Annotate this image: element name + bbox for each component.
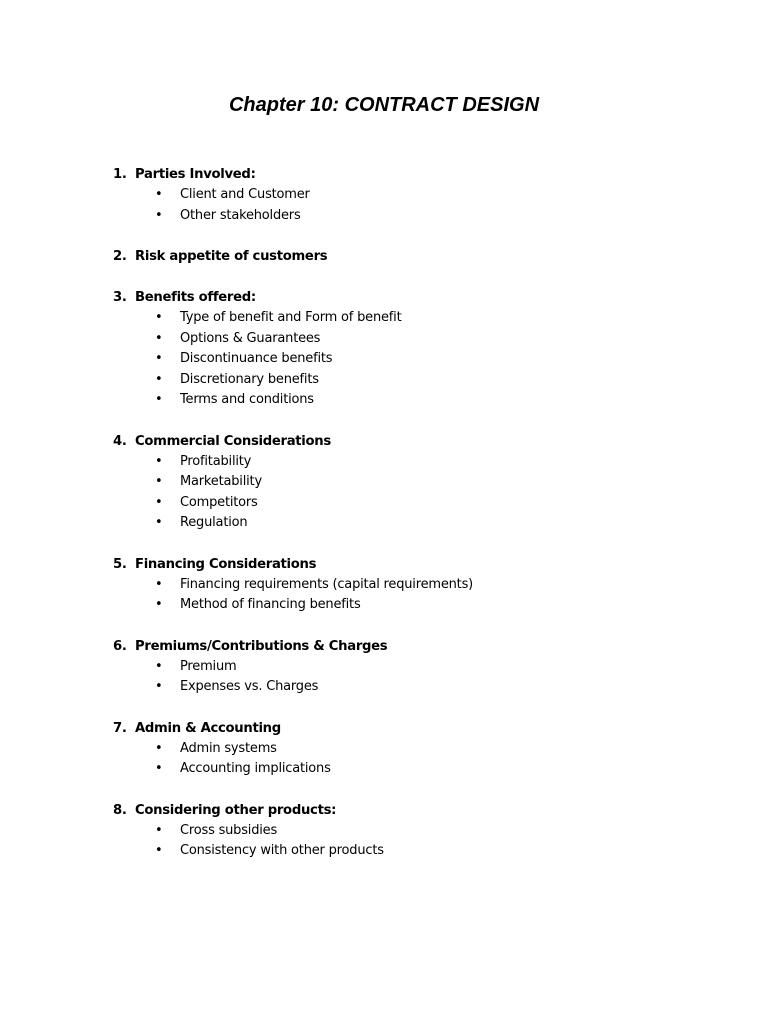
- section-number: 8.: [113, 802, 127, 818]
- page-title: Chapter 10: CONTRACT DESIGN: [228, 94, 540, 116]
- section-label: Benefits offered:: [135, 290, 256, 305]
- section-label: Premiums/Contributions & Charges: [135, 638, 388, 654]
- bullet-icon: •: [155, 494, 163, 510]
- bullet-icon: •: [155, 474, 163, 489]
- section-item: [108, 431, 708, 534]
- bullet-icon: •: [155, 740, 163, 756]
- bullet-text: Premium: [180, 658, 237, 674]
- section-heading: [108, 164, 708, 185]
- section-label: Admin & Accounting: [135, 720, 281, 736]
- bullet-list: [108, 821, 708, 862]
- bullet-text: Terms and conditions: [180, 392, 314, 407]
- bullet-text: Admin systems: [180, 740, 277, 756]
- bullet-item: [108, 308, 708, 329]
- section-number: 4.: [113, 433, 127, 449]
- bullet-icon: •: [155, 597, 163, 612]
- bullet-text: Options & Guarantees: [180, 330, 321, 346]
- bullet-item: [108, 472, 708, 493]
- bullet-icon: •: [155, 453, 163, 469]
- section-label: Commercial Considerations: [135, 433, 331, 449]
- bullet-list: [108, 308, 708, 411]
- section-number: 1.: [113, 167, 127, 182]
- section-label: Risk appetite of customers: [135, 249, 328, 264]
- section-label: Considering other products:: [135, 802, 337, 818]
- section-heading: [108, 718, 708, 739]
- section-list: [108, 164, 708, 882]
- bullet-text: Cross subsidies: [180, 822, 278, 838]
- section-number: 2.: [113, 249, 127, 264]
- bullet-list: [108, 575, 708, 616]
- bullet-text: Discontinuance benefits: [180, 351, 333, 366]
- bullet-text: Discretionary benefits: [180, 371, 319, 387]
- bullet-icon: •: [155, 187, 163, 202]
- section-item: [108, 800, 708, 862]
- bullet-icon: •: [155, 310, 163, 325]
- section-item: [108, 554, 708, 616]
- bullet-item: [108, 452, 708, 473]
- bullet-text: Accounting implications: [180, 761, 331, 776]
- bullet-icon: •: [155, 515, 163, 530]
- bullet-text: Marketability: [180, 474, 262, 489]
- bullet-item: [108, 657, 708, 678]
- bullet-icon: •: [155, 679, 163, 694]
- bullet-icon: •: [155, 843, 163, 858]
- bullet-item: [108, 185, 708, 206]
- bullet-text: Financing requirements (capital requirements): [180, 576, 474, 592]
- section-heading: [108, 800, 708, 821]
- bullet-item: [108, 759, 708, 780]
- section-label: Parties Involved:: [135, 167, 256, 182]
- section-item: [108, 718, 708, 780]
- bullet-item: [108, 206, 708, 227]
- bullet-item: [108, 841, 708, 862]
- bullet-text: Consistency with other products: [180, 843, 384, 858]
- bullet-text: Regulation: [180, 515, 248, 530]
- section-heading: [108, 431, 708, 452]
- section-item: [108, 287, 708, 411]
- bullet-icon: •: [155, 822, 163, 838]
- bullet-text: Competitors: [180, 494, 258, 510]
- bullet-text: Method of financing benefits: [180, 597, 361, 612]
- bullet-item: [108, 677, 708, 698]
- bullet-item: [108, 821, 708, 842]
- bullet-item: [108, 349, 708, 370]
- section-number: 3.: [113, 290, 127, 305]
- section-item: [108, 636, 708, 698]
- section-label: Financing Considerations: [135, 556, 317, 572]
- bullet-icon: •: [155, 761, 163, 776]
- bullet-icon: •: [155, 371, 163, 387]
- bullet-item: [108, 329, 708, 350]
- section-number: 5.: [113, 556, 127, 572]
- bullet-item: [108, 493, 708, 514]
- bullet-icon: •: [155, 207, 163, 223]
- section-number: 7.: [113, 720, 127, 736]
- bullet-list: [108, 452, 708, 534]
- section-heading: [108, 246, 708, 267]
- bullet-text: Profitability: [180, 453, 252, 469]
- section-item: [108, 164, 708, 226]
- bullet-list: [108, 185, 708, 226]
- bullet-item: [108, 575, 708, 596]
- bullet-icon: •: [155, 330, 163, 346]
- section-number: 6.: [113, 638, 127, 654]
- bullet-text: Client and Customer: [180, 187, 310, 202]
- bullet-text: Other stakeholders: [180, 207, 301, 223]
- section-heading: [108, 636, 708, 657]
- bullet-icon: •: [155, 392, 163, 407]
- bullet-item: [108, 390, 708, 411]
- bullet-icon: •: [155, 351, 163, 366]
- bullet-list: [108, 739, 708, 780]
- bullet-list: [108, 657, 708, 698]
- bullet-item: [108, 595, 708, 616]
- section-heading: [108, 287, 708, 308]
- section-heading: [108, 554, 708, 575]
- section-item: [108, 246, 708, 267]
- bullet-item: [108, 739, 708, 760]
- bullet-item: [108, 513, 708, 534]
- bullet-icon: •: [155, 658, 163, 674]
- bullet-icon: •: [155, 576, 163, 592]
- bullet-text: Type of benefit and Form of benefit: [180, 310, 402, 325]
- bullet-text: Expenses vs. Charges: [180, 679, 319, 694]
- bullet-item: [108, 370, 708, 391]
